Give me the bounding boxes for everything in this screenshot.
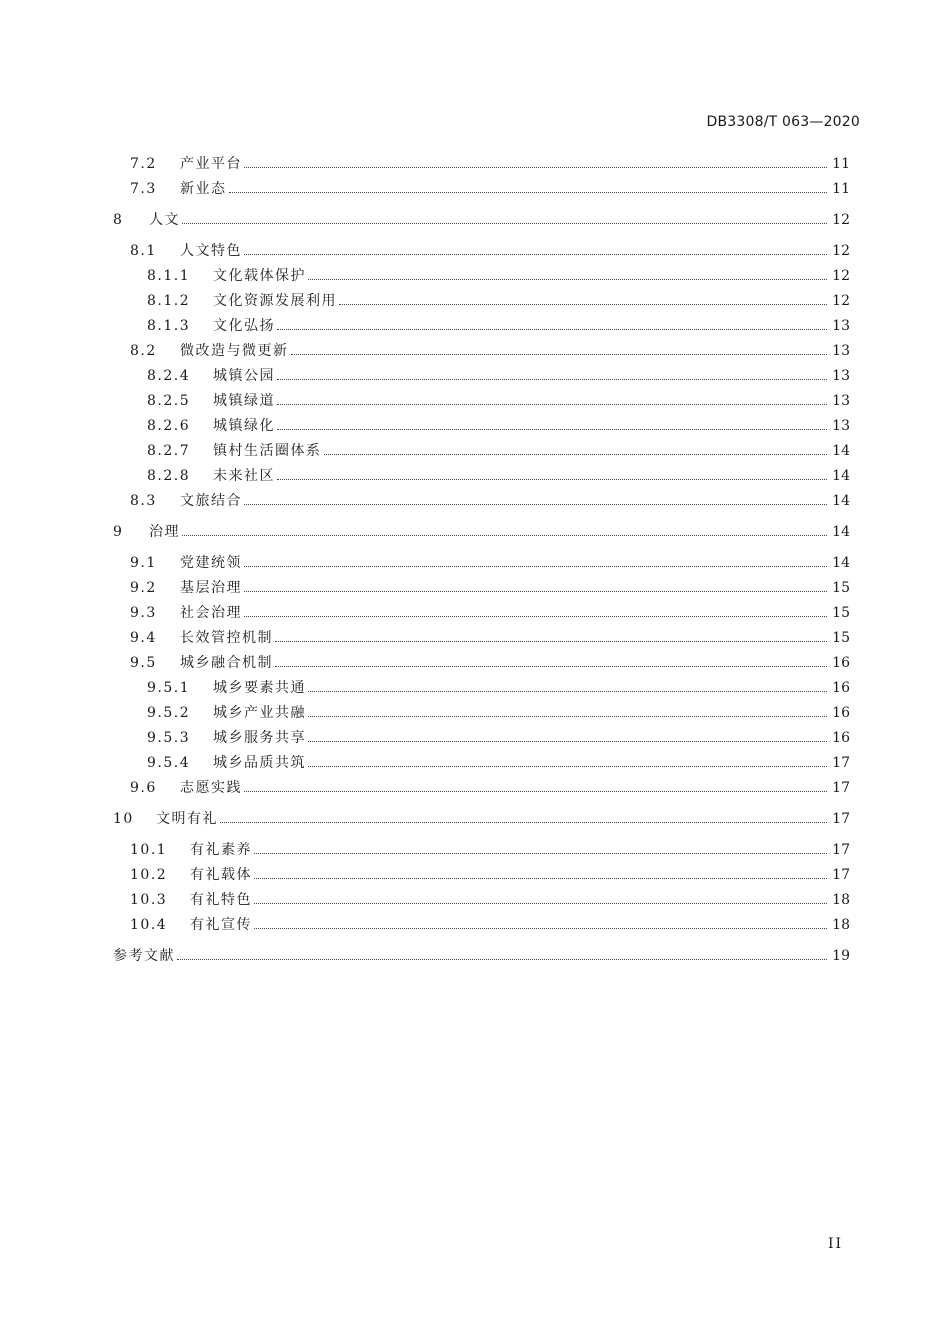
- toc-entry-page: 14: [832, 443, 850, 459]
- toc-leader-dots: [229, 192, 828, 193]
- toc-leader-dots: [254, 853, 827, 854]
- document-code-header: DB3308/T 063—2020: [706, 114, 860, 130]
- toc-leader-dots: [244, 504, 827, 505]
- toc-entry-title: 文明有礼: [156, 811, 218, 827]
- toc-entry-title: 未来社区: [213, 468, 275, 484]
- toc-entry[interactable]: [113, 210, 850, 230]
- toc-leader-dots: [308, 741, 827, 742]
- toc-leader-dots: [244, 791, 827, 792]
- toc-entry-title: 城乡产业共融: [213, 705, 306, 721]
- toc-entry-page: 18: [832, 917, 850, 933]
- toc-entry-page: 17: [832, 755, 850, 771]
- toc-entry-page: 13: [832, 393, 850, 409]
- toc-entry-page: 12: [832, 268, 850, 284]
- toc-entry[interactable]: [130, 241, 850, 261]
- toc-entry[interactable]: [147, 703, 850, 723]
- toc-entry[interactable]: [130, 553, 850, 573]
- toc-entry[interactable]: [147, 266, 850, 286]
- toc-entry-number: 9.5.2: [147, 705, 191, 721]
- toc-entry-number: 9.4: [130, 630, 157, 646]
- toc-leader-dots: [277, 479, 827, 480]
- toc-entry[interactable]: [147, 291, 850, 311]
- toc-entry-number: 7.3: [130, 181, 157, 197]
- toc-entry[interactable]: [130, 653, 850, 673]
- toc-entry-title: 人文特色: [180, 243, 242, 259]
- toc-entry-number: 9.5: [130, 655, 157, 671]
- toc-entry[interactable]: [113, 809, 850, 829]
- toc-entry-title: 社会治理: [180, 605, 242, 621]
- toc-entry-title: 产业平台: [180, 156, 242, 172]
- toc-entry-number: 9.6: [130, 780, 157, 796]
- toc-leader-dots: [275, 641, 827, 642]
- toc-entry-title: 长效管控机制: [180, 630, 273, 646]
- toc-entry-number: 8.3: [130, 493, 157, 509]
- toc-entry[interactable]: [130, 840, 850, 860]
- toc-entry-title: 文化资源发展利用: [213, 293, 337, 309]
- toc-entry-number: 10.1: [130, 842, 168, 858]
- toc-entry-number: 8.2.8: [147, 468, 191, 484]
- toc-entry-title: 有礼素养: [190, 842, 252, 858]
- toc-entry[interactable]: [113, 946, 850, 966]
- toc-entry[interactable]: [130, 491, 850, 511]
- toc-entry-title: 文化载体保护: [213, 268, 306, 284]
- toc-entry-page: 18: [832, 892, 850, 908]
- toc-entry[interactable]: [130, 179, 850, 199]
- toc-entry-number: 9.1: [130, 555, 157, 571]
- toc-entry-title: 有礼特色: [190, 892, 252, 908]
- toc-entry-title: 志愿实践: [180, 780, 242, 796]
- toc-entry-page: 17: [832, 780, 850, 796]
- toc-entry[interactable]: [130, 778, 850, 798]
- toc-entry-page: 14: [832, 555, 850, 571]
- toc-leader-dots: [244, 566, 827, 567]
- toc-entry[interactable]: [147, 753, 850, 773]
- toc-entry-title: 文化弘扬: [213, 318, 275, 334]
- toc-entry[interactable]: [130, 890, 850, 910]
- toc-leader-dots: [277, 429, 827, 430]
- toc-entry-number: 8: [113, 212, 124, 228]
- toc-entry-title: 人文: [149, 212, 180, 228]
- toc-entry-number: 8.2.7: [147, 443, 191, 459]
- toc-entry-title: 微改造与微更新: [180, 343, 289, 359]
- toc-entry-title: 新业态: [180, 181, 227, 197]
- toc-leader-dots: [254, 928, 827, 929]
- toc-entry-page: 13: [832, 343, 850, 359]
- toc-entry-number: 9: [113, 524, 124, 540]
- toc-entry-page: 12: [832, 243, 850, 259]
- toc-entry-page: 14: [832, 524, 850, 540]
- toc-leader-dots: [308, 691, 827, 692]
- toc-entry[interactable]: [147, 366, 850, 386]
- toc-leader-dots: [291, 354, 828, 355]
- toc-entry[interactable]: [147, 391, 850, 411]
- toc-entry-page: 16: [832, 705, 850, 721]
- toc-entry-title: 城乡服务共享: [213, 730, 306, 746]
- toc-entry-title: 镇村生活圈体系: [213, 443, 322, 459]
- toc-leader-dots: [339, 304, 827, 305]
- toc-leader-dots: [277, 404, 827, 405]
- toc-leader-dots: [277, 329, 827, 330]
- toc-entry-page: 15: [832, 580, 850, 596]
- toc-entry[interactable]: [130, 628, 850, 648]
- toc-entry[interactable]: [147, 316, 850, 336]
- toc-entry-title: 城乡要素共通: [213, 680, 306, 696]
- toc-entry[interactable]: [147, 728, 850, 748]
- toc-leader-dots: [275, 666, 827, 667]
- toc-entry-page: 12: [832, 212, 850, 228]
- page-number-footer: II: [828, 1236, 844, 1252]
- toc-entry-page: 19: [832, 948, 850, 964]
- toc-leader-dots: [324, 454, 828, 455]
- toc-entry[interactable]: [113, 522, 850, 542]
- toc-entry-page: 16: [832, 730, 850, 746]
- toc-entry-title: 基层治理: [180, 580, 242, 596]
- toc-entry[interactable]: [147, 678, 850, 698]
- toc-entry-page: 14: [832, 468, 850, 484]
- toc-entry-title: 有礼宣传: [190, 917, 252, 933]
- toc-leader-dots: [177, 959, 827, 960]
- toc-entry-number: 9.2: [130, 580, 157, 596]
- toc-entry[interactable]: [130, 341, 850, 361]
- toc-entry[interactable]: [147, 466, 850, 486]
- toc-leader-dots: [244, 591, 827, 592]
- toc-entry-number: 8.2.4: [147, 368, 191, 384]
- toc-entry-title: 治理: [149, 524, 180, 540]
- toc-leader-dots: [220, 822, 827, 823]
- toc-entry-number: 7.2: [130, 156, 157, 172]
- toc-entry-title: 城镇绿道: [213, 393, 275, 409]
- toc-entry-number: 10.3: [130, 892, 168, 908]
- toc-leader-dots: [244, 254, 827, 255]
- toc-entry-number: 8.2.6: [147, 418, 191, 434]
- toc-entry-title: 城镇绿化: [213, 418, 275, 434]
- toc-entry-page: 15: [832, 630, 850, 646]
- toc-entry-page: 17: [832, 867, 850, 883]
- toc-entry-page: 12: [832, 293, 850, 309]
- toc-entry-number: 8.2.5: [147, 393, 191, 409]
- toc-entry-page: 15: [832, 605, 850, 621]
- toc-entry-page: 17: [832, 842, 850, 858]
- toc-leader-dots: [308, 716, 827, 717]
- toc-entry-number: 8.1.3: [147, 318, 191, 334]
- toc-entry[interactable]: [130, 865, 850, 885]
- toc-entry-title: 城乡品质共筑: [213, 755, 306, 771]
- toc-leader-dots: [244, 167, 827, 168]
- toc-leader-dots: [182, 535, 827, 536]
- toc-leader-dots: [308, 279, 827, 280]
- toc-leader-dots: [254, 878, 827, 879]
- toc-entry-page: 16: [832, 655, 850, 671]
- toc-entry-page: 11: [832, 156, 850, 172]
- toc-entry[interactable]: [130, 915, 850, 935]
- toc-entry-page: 11: [832, 181, 850, 197]
- toc-entry[interactable]: [130, 154, 850, 174]
- toc-entry-page: 13: [832, 418, 850, 434]
- toc-entry-number: 9.5.1: [147, 680, 191, 696]
- toc-leader-dots: [244, 616, 827, 617]
- toc-entry-number: 9.5.3: [147, 730, 191, 746]
- toc-entry[interactable]: [147, 416, 850, 436]
- toc-entry-page: 14: [832, 493, 850, 509]
- toc-entry-page: 17: [832, 811, 850, 827]
- toc-entry-number: 10.2: [130, 867, 168, 883]
- toc-entry-number: 8.1.2: [147, 293, 191, 309]
- toc-entry-title: 城镇公园: [213, 368, 275, 384]
- toc-entry-number: 8.1.1: [147, 268, 191, 284]
- toc-leader-dots: [277, 379, 827, 380]
- toc-entry-number: 10: [113, 811, 134, 827]
- toc-entry-title: 党建统领: [180, 555, 242, 571]
- toc-entry-page: 13: [832, 318, 850, 334]
- toc-entry-number: 8.2: [130, 343, 157, 359]
- toc-leader-dots: [308, 766, 827, 767]
- toc-entry-title: 有礼载体: [190, 867, 252, 883]
- toc-entry-title: 文旅结合: [180, 493, 242, 509]
- toc-entry[interactable]: [130, 603, 850, 623]
- toc-entry-title: 参考文献: [113, 948, 175, 964]
- toc-leader-dots: [254, 903, 827, 904]
- toc-entry-number: 10.4: [130, 917, 168, 933]
- toc-entry-title: 城乡融合机制: [180, 655, 273, 671]
- toc-entry-page: 13: [832, 368, 850, 384]
- toc-entry[interactable]: [147, 441, 850, 461]
- toc-entry-number: 9.5.4: [147, 755, 191, 771]
- toc-entry[interactable]: [130, 578, 850, 598]
- toc-entry-number: 9.3: [130, 605, 157, 621]
- toc-leader-dots: [182, 223, 827, 224]
- toc-entry-number: 8.1: [130, 243, 157, 259]
- toc-entry-page: 16: [832, 680, 850, 696]
